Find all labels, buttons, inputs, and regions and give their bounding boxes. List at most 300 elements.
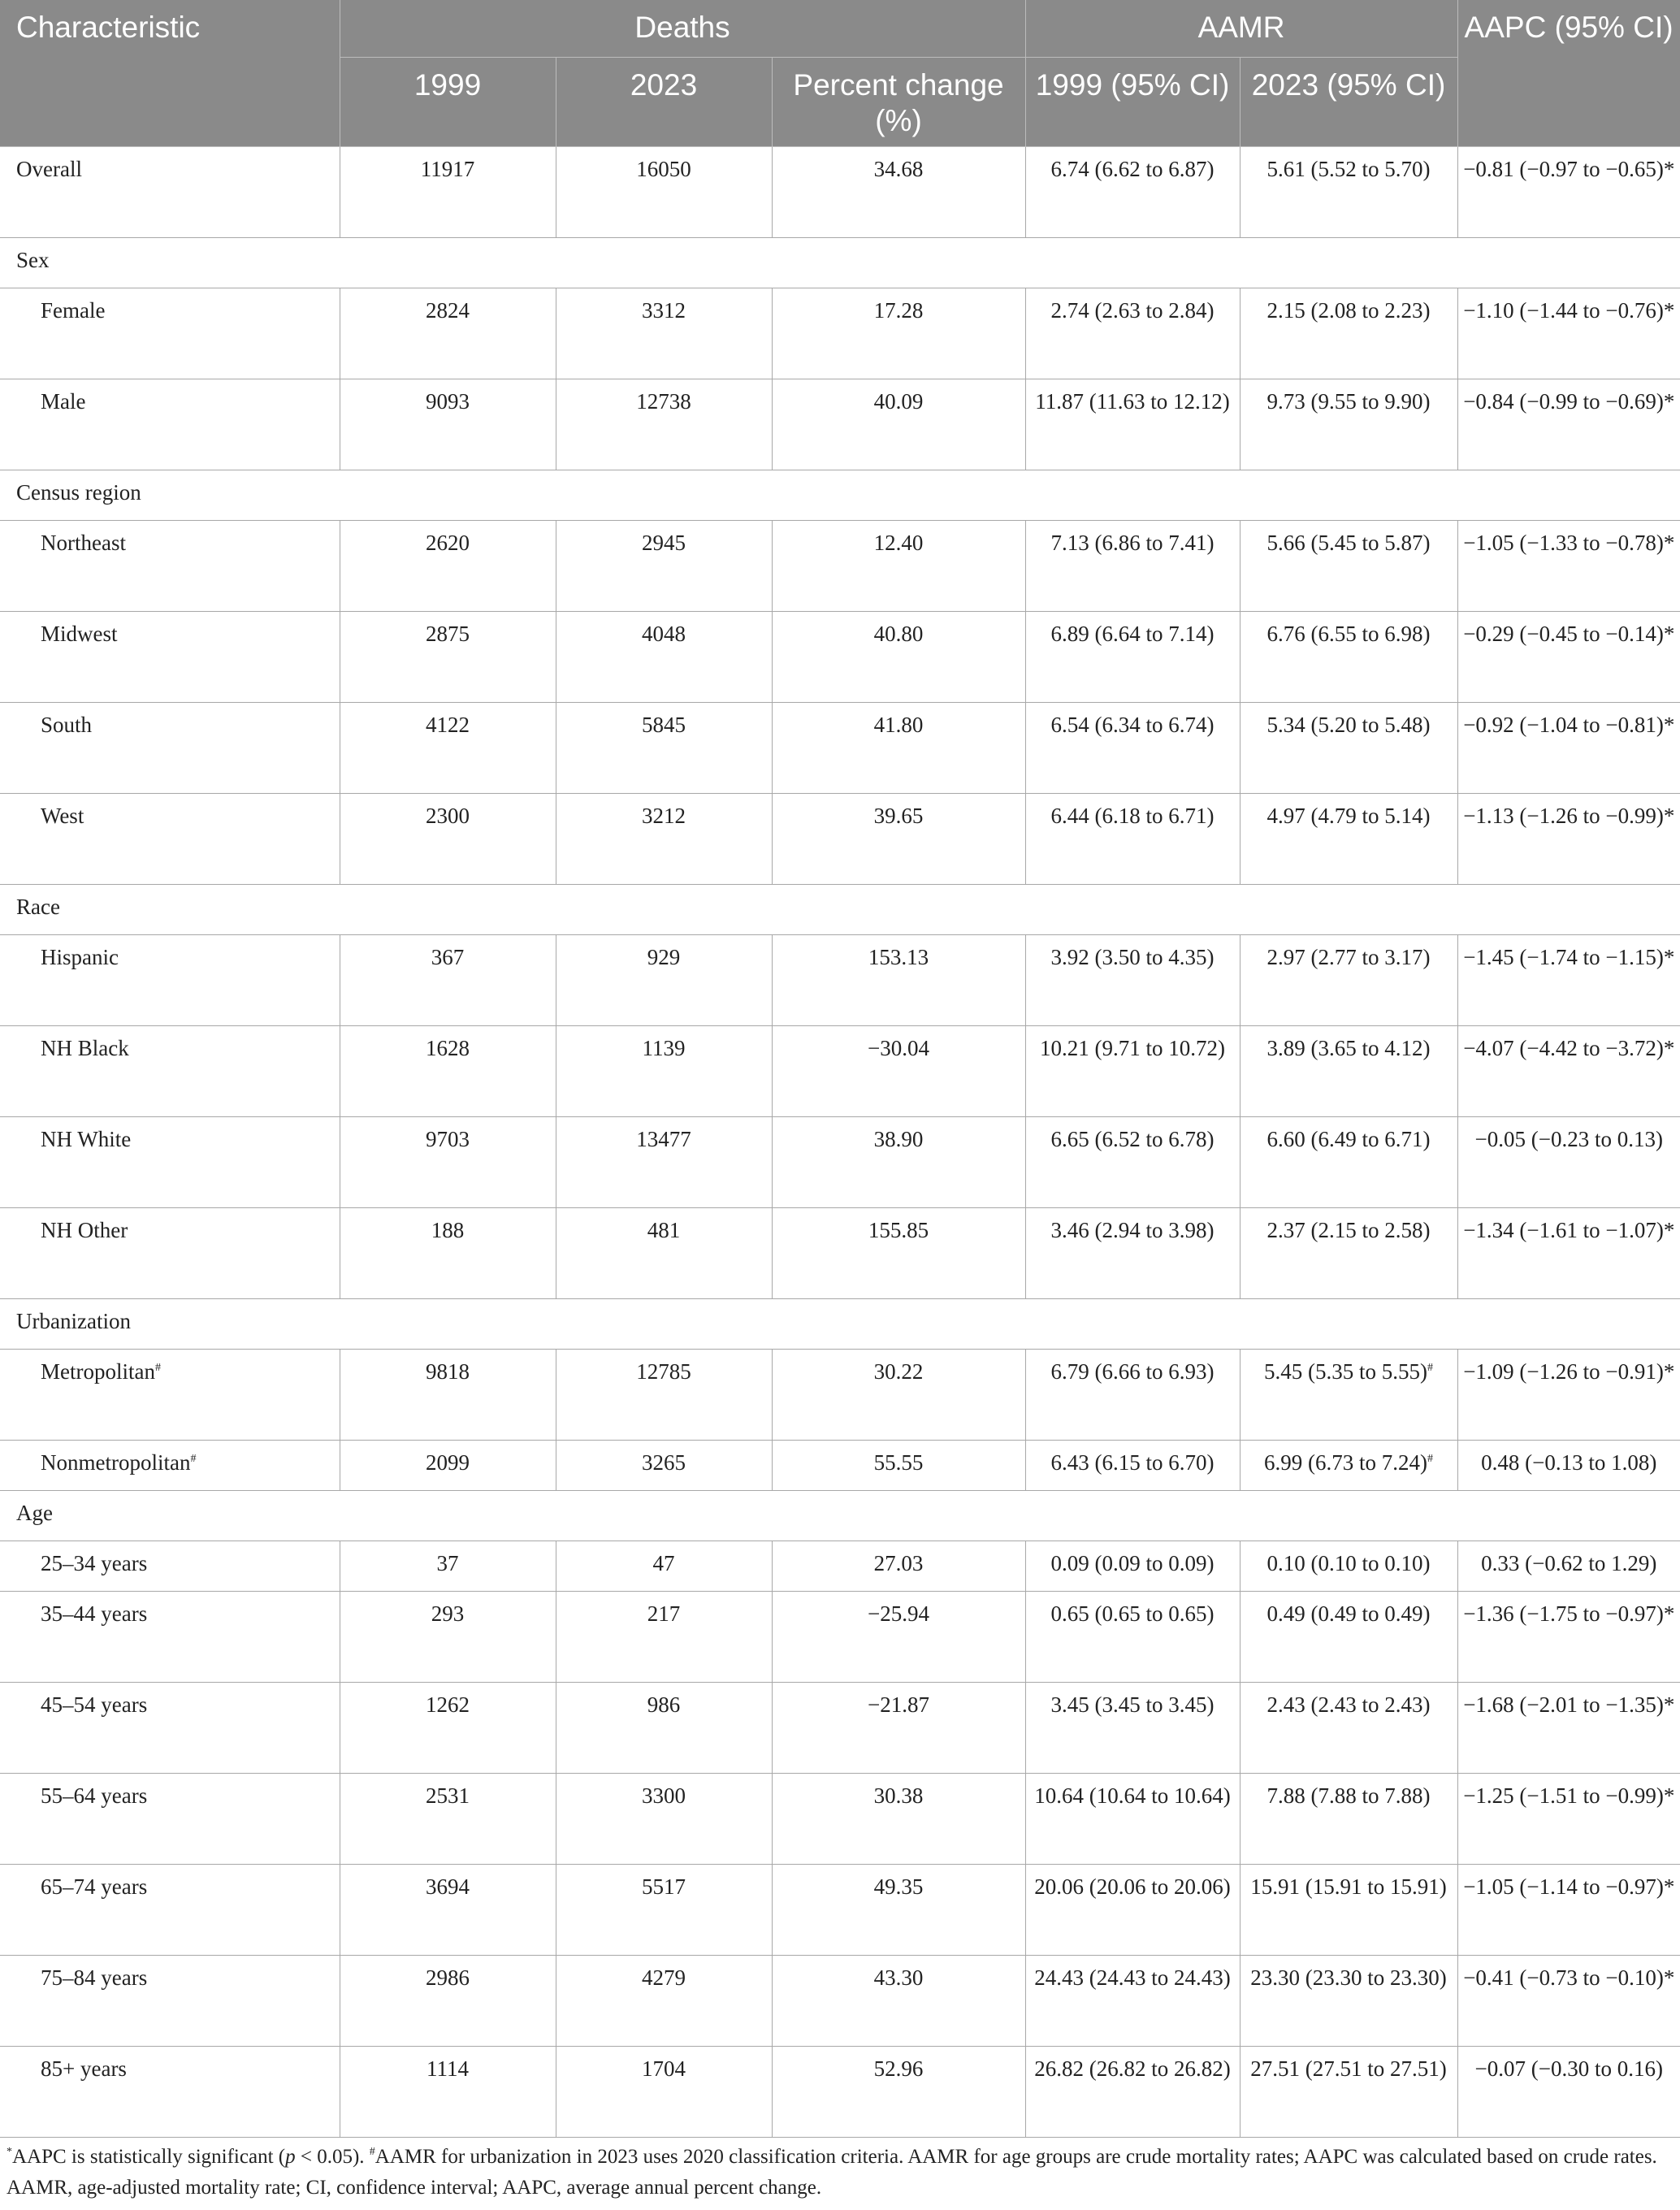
- table-row: [0, 934, 1680, 1025]
- table-row: [0, 146, 1680, 237]
- aamr-1999-cell-text: 3.46 (2.94 to 3.98): [1050, 1217, 1215, 1242]
- aamr-1999-cell-text: 6.43 (6.15 to 6.70): [1050, 1450, 1215, 1475]
- percent-change-cell-text: 41.80: [873, 712, 924, 737]
- aapc-cell-text: 0.33 (−0.62 to 1.29): [1481, 1550, 1657, 1575]
- deaths-1999-cell: [340, 934, 556, 1025]
- aamr-1999-cell: [1025, 611, 1240, 702]
- aamr-1999-cell-text: 20.06 (20.06 to 20.06): [1034, 1874, 1231, 1899]
- deaths-2023-cell-text: 4279: [642, 1965, 686, 1990]
- aamr-2023-cell: [1240, 1773, 1457, 1864]
- aamr-2023-cell-text: 27.51 (27.51 to 27.51): [1250, 2056, 1447, 2081]
- percent-change-cell: [772, 379, 1025, 470]
- aapc-cell-text: −1.05 (−1.33 to −0.78)*: [1463, 530, 1675, 555]
- header-aapc: AAPC (95% CI): [1457, 0, 1680, 146]
- deaths-1999-cell: [340, 1540, 556, 1591]
- aamr-2023-cell: [1240, 146, 1457, 237]
- percent-change-cell-text: 30.38: [873, 1783, 924, 1808]
- deaths-1999-cell-text: 1114: [426, 2056, 469, 2081]
- row-label: [0, 379, 340, 470]
- row-label: [0, 2046, 340, 2137]
- deaths-2023-cell: [556, 288, 772, 379]
- aamr-1999-cell-text: 26.82 (26.82 to 26.82): [1034, 2056, 1231, 2081]
- row-label-text: South: [41, 712, 93, 737]
- aapc-cell: [1457, 793, 1680, 884]
- percent-change-cell-text: 17.28: [873, 297, 924, 323]
- deaths-1999-cell-text: 9093: [426, 388, 470, 414]
- deaths-1999-cell-text: 188: [431, 1217, 465, 1242]
- row-label-text: West: [41, 803, 84, 828]
- aamr-1999-cell: [1025, 1540, 1240, 1591]
- deaths-1999-cell-text: 2620: [426, 530, 470, 555]
- aamr-2023-cell-text: 6.60 (6.49 to 6.71): [1266, 1126, 1431, 1151]
- row-label-footnote-mark: #: [154, 1361, 161, 1374]
- row-label: [0, 702, 340, 793]
- deaths-2023-cell: [556, 1591, 772, 1682]
- category-label: Census region: [0, 470, 1680, 520]
- deaths-2023-cell: [556, 611, 772, 702]
- deaths-2023-cell-text: 986: [647, 1692, 681, 1717]
- aamr-2023-cell-text: 7.88 (7.88 to 7.88): [1266, 1783, 1431, 1808]
- deaths-1999-cell: [340, 702, 556, 793]
- category-row: [0, 237, 1680, 288]
- percent-change-cell: [772, 1773, 1025, 1864]
- table-row: [0, 288, 1680, 379]
- aapc-cell-text: 0.48 (−0.13 to 1.08): [1481, 1450, 1657, 1475]
- deaths-2023-cell-text: 3265: [642, 1450, 686, 1475]
- aamr-1999-cell-text: 6.65 (6.52 to 6.78): [1050, 1126, 1215, 1151]
- aamr-2023-cell-footnote-mark: #: [1427, 1361, 1434, 1374]
- table-row: [0, 1591, 1680, 1682]
- aamr-1999-cell: [1025, 934, 1240, 1025]
- aapc-cell: [1457, 2046, 1680, 2137]
- deaths-1999-cell-text: 11917: [420, 156, 475, 181]
- aapc-cell-text: −1.25 (−1.51 to −0.99)*: [1463, 1783, 1675, 1808]
- aapc-cell: [1457, 520, 1680, 611]
- percent-change-cell-text: −21.87: [868, 1692, 929, 1717]
- row-label: [0, 1440, 340, 1490]
- deaths-1999-cell: [340, 288, 556, 379]
- row-label: [0, 1025, 340, 1116]
- aamr-2023-cell: [1240, 379, 1457, 470]
- deaths-1999-cell-text: 4122: [426, 712, 470, 737]
- row-label-text: 75–84 years: [41, 1965, 148, 1990]
- deaths-1999-cell: [340, 1025, 556, 1116]
- aamr-1999-cell-text: 6.79 (6.66 to 6.93): [1050, 1358, 1215, 1384]
- table-row: [0, 1540, 1680, 1591]
- aamr-1999-cell-text: 2.74 (2.63 to 2.84): [1050, 297, 1215, 323]
- aapc-cell: [1457, 1440, 1680, 1490]
- aapc-cell-text: −1.09 (−1.26 to −0.91)*: [1463, 1358, 1675, 1384]
- aapc-cell-text: −1.34 (−1.61 to −1.07)*: [1463, 1217, 1675, 1242]
- aamr-2023-cell: [1240, 611, 1457, 702]
- row-label: [0, 1116, 340, 1207]
- percent-change-cell: [772, 611, 1025, 702]
- deaths-1999-cell-text: 9818: [426, 1358, 470, 1384]
- aamr-2023-cell-text: 6.76 (6.55 to 6.98): [1266, 621, 1431, 646]
- percent-change-cell-text: 55.55: [873, 1450, 924, 1475]
- percent-change-cell-text: 43.30: [873, 1965, 924, 1990]
- aamr-1999-cell-text: 10.64 (10.64 to 10.64): [1034, 1783, 1231, 1808]
- aapc-cell-text: −1.05 (−1.14 to −0.97)*: [1463, 1874, 1675, 1899]
- aamr-2023-cell: [1240, 1349, 1457, 1440]
- deaths-1999-cell-text: 2986: [426, 1965, 470, 1990]
- aapc-cell: [1457, 1540, 1680, 1591]
- aamr-1999-cell: [1025, 1116, 1240, 1207]
- aapc-cell: [1457, 1207, 1680, 1298]
- deaths-1999-cell-text: 1628: [426, 1035, 470, 1060]
- category-row: [0, 1298, 1680, 1349]
- deaths-2023-cell: [556, 1207, 772, 1298]
- aapc-cell: [1457, 1025, 1680, 1116]
- row-label-text: Male: [41, 388, 86, 414]
- percent-change-cell-text: 38.90: [873, 1126, 924, 1151]
- aamr-2023-cell: [1240, 1440, 1457, 1490]
- aamr-2023-cell-text: 2.97 (2.77 to 3.17): [1266, 944, 1431, 969]
- aapc-cell-text: −1.45 (−1.74 to −1.15)*: [1463, 944, 1675, 969]
- aamr-1999-cell: [1025, 1349, 1240, 1440]
- deaths-1999-cell-text: 3694: [426, 1874, 470, 1899]
- row-label: [0, 520, 340, 611]
- percent-change-cell: [772, 1955, 1025, 2046]
- deaths-2023-cell-text: 481: [647, 1217, 681, 1242]
- header-deaths: Deaths: [340, 0, 1025, 57]
- percent-change-cell: [772, 1540, 1025, 1591]
- aamr-1999-cell: [1025, 1682, 1240, 1773]
- aapc-cell-text: −0.29 (−0.45 to −0.14)*: [1463, 621, 1675, 646]
- aamr-2023-cell-text: 23.30 (23.30 to 23.30): [1250, 1965, 1447, 1990]
- aapc-cell: [1457, 1955, 1680, 2046]
- table-row: [0, 702, 1680, 793]
- percent-change-cell-text: 12.40: [873, 530, 924, 555]
- aamr-2023-cell: [1240, 702, 1457, 793]
- aamr-2023-cell: [1240, 1116, 1457, 1207]
- percent-change-cell: [772, 1025, 1025, 1116]
- percent-change-cell: [772, 1207, 1025, 1298]
- aamr-2023-cell-footnote-mark: #: [1427, 1452, 1434, 1465]
- row-label: [0, 1349, 340, 1440]
- header-percent-change: Percent change (%): [772, 57, 1025, 146]
- table-row: [0, 611, 1680, 702]
- deaths-1999-cell: [340, 1116, 556, 1207]
- header-deaths-1999: 1999: [340, 57, 556, 146]
- aapc-cell: [1457, 379, 1680, 470]
- deaths-1999-cell: [340, 611, 556, 702]
- aamr-2023-cell-text: 0.49 (0.49 to 0.49): [1266, 1601, 1431, 1626]
- deaths-2023-cell-text: 3312: [642, 297, 686, 323]
- row-label-text: NH Other: [41, 1217, 128, 1242]
- aamr-1999-cell-text: 3.45 (3.45 to 3.45): [1050, 1692, 1215, 1717]
- category-label: Race: [0, 884, 1680, 934]
- aapc-cell-text: −4.07 (−4.42 to −3.72)*: [1463, 1035, 1675, 1060]
- row-label-text: Northeast: [41, 530, 126, 555]
- deaths-1999-cell: [340, 520, 556, 611]
- footnote-text-1: AAPC is statistically significant (: [12, 2146, 286, 2168]
- table-row: [0, 1116, 1680, 1207]
- row-label-text: Metropolitan: [41, 1358, 155, 1384]
- deaths-2023-cell-text: 5517: [642, 1874, 686, 1899]
- deaths-1999-cell-text: 2300: [426, 803, 470, 828]
- percent-change-cell: [772, 1116, 1025, 1207]
- percent-change-cell: [772, 520, 1025, 611]
- deaths-2023-cell: [556, 1025, 772, 1116]
- footnote-p: p: [285, 2146, 296, 2168]
- aamr-1999-cell: [1025, 1440, 1240, 1490]
- deaths-1999-cell-text: 2099: [426, 1450, 470, 1475]
- aamr-1999-cell: [1025, 793, 1240, 884]
- aapc-cell-text: −0.07 (−0.30 to 0.16): [1474, 2056, 1663, 2081]
- deaths-1999-cell: [340, 1682, 556, 1773]
- category-label: Urbanization: [0, 1298, 1680, 1349]
- footnote-text-2: < 0.05).: [295, 2146, 370, 2168]
- deaths-2023-cell: [556, 1116, 772, 1207]
- deaths-2023-cell-text: 3212: [642, 803, 686, 828]
- deaths-1999-cell: [340, 1207, 556, 1298]
- deaths-1999-cell-text: 2531: [426, 1783, 470, 1808]
- percent-change-cell-text: 34.68: [873, 156, 924, 181]
- aamr-2023-cell-text: 5.61 (5.52 to 5.70): [1266, 156, 1431, 181]
- aapc-cell: [1457, 1773, 1680, 1864]
- table-row: [0, 520, 1680, 611]
- aapc-cell-text: −0.84 (−0.99 to −0.69)*: [1463, 388, 1675, 414]
- deaths-2023-cell: [556, 1955, 772, 2046]
- aamr-1999-cell: [1025, 146, 1240, 237]
- row-label: [0, 146, 340, 237]
- aamr-1999-cell-text: 6.44 (6.18 to 6.71): [1050, 803, 1215, 828]
- row-label: [0, 793, 340, 884]
- deaths-2023-cell: [556, 1682, 772, 1773]
- percent-change-cell-text: −30.04: [868, 1035, 929, 1060]
- table-row: [0, 379, 1680, 470]
- deaths-2023-cell: [556, 146, 772, 237]
- percent-change-cell: [772, 1349, 1025, 1440]
- aamr-1999-cell: [1025, 2046, 1240, 2137]
- row-label: [0, 1773, 340, 1864]
- aamr-2023-cell: [1240, 1682, 1457, 1773]
- aamr-2023-cell: [1240, 1955, 1457, 2046]
- aamr-2023-cell: [1240, 288, 1457, 379]
- category-label: Sex: [0, 237, 1680, 288]
- table-row: [0, 1207, 1680, 1298]
- deaths-1999-cell: [340, 1440, 556, 1490]
- aamr-1999-cell-text: 0.09 (0.09 to 0.09): [1050, 1550, 1215, 1575]
- aamr-2023-cell-text: 2.15 (2.08 to 2.23): [1266, 297, 1431, 323]
- percent-change-cell-text: 155.85: [868, 1217, 929, 1242]
- row-label-text: 25–34 years: [41, 1550, 148, 1575]
- aamr-2023-cell: [1240, 793, 1457, 884]
- deaths-2023-cell-text: 13477: [636, 1126, 691, 1151]
- aamr-2023-cell-text: 0.10 (0.10 to 0.10): [1266, 1550, 1431, 1575]
- row-label-text: NH White: [41, 1126, 132, 1151]
- deaths-2023-cell-text: 16050: [636, 156, 691, 181]
- aamr-2023-cell: [1240, 520, 1457, 611]
- aapc-cell: [1457, 702, 1680, 793]
- percent-change-cell-text: −25.94: [868, 1601, 929, 1626]
- aamr-1999-cell-text: 0.65 (0.65 to 0.65): [1050, 1601, 1215, 1626]
- aamr-2023-cell-text: 2.43 (2.43 to 2.43): [1266, 1692, 1431, 1717]
- deaths-1999-cell-text: 2875: [426, 621, 470, 646]
- deaths-1999-cell: [340, 1864, 556, 1955]
- percent-change-cell: [772, 146, 1025, 237]
- aapc-cell-text: −0.41 (−0.73 to −0.10)*: [1463, 1965, 1675, 1990]
- deaths-2023-cell: [556, 1540, 772, 1591]
- deaths-2023-cell: [556, 379, 772, 470]
- deaths-2023-cell: [556, 1349, 772, 1440]
- aamr-1999-cell: [1025, 379, 1240, 470]
- table-row: [0, 793, 1680, 884]
- percent-change-cell-text: 40.80: [873, 621, 924, 646]
- aamr-2023-cell: [1240, 934, 1457, 1025]
- aapc-cell: [1457, 146, 1680, 237]
- row-label: [0, 1955, 340, 2046]
- deaths-1999-cell: [340, 146, 556, 237]
- aamr-1999-cell-text: 6.89 (6.64 to 7.14): [1050, 621, 1215, 646]
- aamr-2023-cell: [1240, 1025, 1457, 1116]
- aamr-2023-cell-text: 2.37 (2.15 to 2.58): [1266, 1217, 1431, 1242]
- percent-change-cell-text: 39.65: [873, 803, 924, 828]
- row-label: [0, 288, 340, 379]
- aapc-cell-text: −1.68 (−2.01 to −1.35)*: [1463, 1692, 1675, 1717]
- percent-change-cell: [772, 1682, 1025, 1773]
- aamr-1999-cell-text: 7.13 (6.86 to 7.41): [1050, 530, 1215, 555]
- aamr-1999-cell: [1025, 288, 1240, 379]
- table-header: [0, 0, 1680, 146]
- deaths-2023-cell-text: 1704: [642, 2056, 686, 2081]
- percent-change-cell: [772, 2046, 1025, 2137]
- table-row: [0, 1349, 1680, 1440]
- deaths-2023-cell-text: 12785: [636, 1358, 691, 1384]
- row-label: [0, 1591, 340, 1682]
- aapc-cell-text: −0.81 (−0.97 to −0.65)*: [1463, 156, 1675, 181]
- aamr-1999-cell: [1025, 1773, 1240, 1864]
- deaths-2023-cell: [556, 2046, 772, 2137]
- percent-change-cell: [772, 934, 1025, 1025]
- deaths-1999-cell-text: 1262: [426, 1692, 470, 1717]
- percent-change-cell-text: 52.96: [873, 2056, 924, 2081]
- aamr-1999-cell: [1025, 1955, 1240, 2046]
- aapc-cell-text: −1.36 (−1.75 to −0.97)*: [1463, 1601, 1675, 1626]
- aamr-1999-cell-text: 6.54 (6.34 to 6.74): [1050, 712, 1215, 737]
- row-label-text: Female: [41, 297, 106, 323]
- deaths-2023-cell-text: 12738: [636, 388, 691, 414]
- aamr-1999-cell-text: 10.21 (9.71 to 10.72): [1040, 1035, 1226, 1060]
- aamr-2023-cell: [1240, 1540, 1457, 1591]
- table-row: [0, 1025, 1680, 1116]
- deaths-2023-cell-text: 4048: [642, 621, 686, 646]
- row-label: [0, 611, 340, 702]
- footnote-hash: #: [369, 2146, 375, 2158]
- deaths-1999-cell-text: 2824: [426, 297, 470, 323]
- deaths-2023-cell-text: 217: [647, 1601, 681, 1626]
- aapc-cell: [1457, 1682, 1680, 1773]
- row-label-text: 45–54 years: [41, 1692, 148, 1717]
- row-label-text: Hispanic: [41, 944, 119, 969]
- header-aamr-2023: 2023 (95% CI): [1240, 57, 1457, 146]
- aapc-cell-text: −1.10 (−1.44 to −0.76)*: [1463, 297, 1675, 323]
- deaths-1999-cell: [340, 1349, 556, 1440]
- deaths-2023-cell-text: 3300: [642, 1783, 686, 1808]
- percent-change-cell: [772, 1591, 1025, 1682]
- table-row: [0, 2046, 1680, 2137]
- aamr-1999-cell: [1025, 1025, 1240, 1116]
- header-characteristic: Characteristic: [0, 0, 340, 146]
- row-label: [0, 1540, 340, 1591]
- deaths-2023-cell: [556, 520, 772, 611]
- aamr-2023-cell-text: 9.73 (9.55 to 9.90): [1266, 388, 1431, 414]
- aamr-1999-cell-text: 24.43 (24.43 to 24.43): [1034, 1965, 1231, 1990]
- aapc-cell: [1457, 1349, 1680, 1440]
- row-label-text: 65–74 years: [41, 1874, 148, 1899]
- deaths-2023-cell: [556, 793, 772, 884]
- category-row: [0, 884, 1680, 934]
- row-label: [0, 1682, 340, 1773]
- deaths-2023-cell-text: 47: [652, 1550, 675, 1575]
- aamr-2023-cell-text: 3.89 (3.65 to 4.12): [1266, 1035, 1431, 1060]
- deaths-1999-cell-text: 9703: [426, 1126, 470, 1151]
- aapc-cell: [1457, 288, 1680, 379]
- aamr-2023-cell: [1240, 1864, 1457, 1955]
- deaths-2023-cell: [556, 934, 772, 1025]
- deaths-1999-cell-text: 293: [431, 1601, 465, 1626]
- aamr-1999-cell-text: 11.87 (11.63 to 12.12): [1035, 388, 1230, 414]
- percent-change-cell: [772, 793, 1025, 884]
- header-deaths-2023: 2023: [556, 57, 772, 146]
- aamr-1999-cell: [1025, 702, 1240, 793]
- deaths-1999-cell: [340, 2046, 556, 2137]
- deaths-1999-cell: [340, 793, 556, 884]
- row-label-footnote-mark: #: [190, 1452, 197, 1465]
- aamr-1999-cell-text: 6.74 (6.62 to 6.87): [1050, 156, 1215, 181]
- row-label-text: Midwest: [41, 621, 118, 646]
- row-label-text: NH Black: [41, 1035, 129, 1060]
- percent-change-cell-text: 40.09: [873, 388, 924, 414]
- aapc-cell: [1457, 1864, 1680, 1955]
- deaths-2023-cell-text: 929: [647, 944, 681, 969]
- aamr-2023-cell-text: 15.91 (15.91 to 15.91): [1250, 1874, 1447, 1899]
- aamr-2023-cell-text: 5.66 (5.45 to 5.87): [1266, 530, 1431, 555]
- footnote-text-3: AAMR for urbanization in 2023 uses 2020 classification criteria. AAMR for age groups are crude mortality rates; AAPC was calculated based on crude rates. AAMR, age-adjusted mortality rate; CI, confidence interval; AAPC, average annual percent change.: [6, 2146, 1657, 2199]
- percent-change-cell: [772, 1864, 1025, 1955]
- category-row: [0, 470, 1680, 520]
- category-label: Age: [0, 1490, 1680, 1540]
- aamr-2023-cell-text: 6.99 (6.73 to 7.24): [1264, 1450, 1428, 1475]
- table-row: [0, 1864, 1680, 1955]
- percent-change-cell-text: 30.22: [873, 1358, 924, 1384]
- percent-change-cell: [772, 702, 1025, 793]
- aapc-cell: [1457, 1591, 1680, 1682]
- row-label: [0, 1864, 340, 1955]
- percent-change-cell: [772, 288, 1025, 379]
- deaths-1999-cell: [340, 1955, 556, 2046]
- row-label-text: 55–64 years: [41, 1783, 148, 1808]
- row-label: [0, 1207, 340, 1298]
- aamr-2023-cell-text: 4.97 (4.79 to 5.14): [1266, 803, 1431, 828]
- row-label-text: 35–44 years: [41, 1601, 148, 1626]
- row-label-text: Overall: [16, 156, 82, 181]
- table-row: [0, 1955, 1680, 2046]
- aapc-cell: [1457, 934, 1680, 1025]
- deaths-1999-cell-text: 367: [431, 944, 465, 969]
- deaths-2023-cell-text: 5845: [642, 712, 686, 737]
- deaths-2023-cell: [556, 1773, 772, 1864]
- aamr-1999-cell-text: 3.92 (3.50 to 4.35): [1050, 944, 1215, 969]
- row-label-text: Nonmetropolitan: [41, 1450, 191, 1475]
- aamr-2023-cell: [1240, 1591, 1457, 1682]
- percent-change-cell-text: 27.03: [873, 1550, 924, 1575]
- aapc-cell: [1457, 1116, 1680, 1207]
- footnote-asterisk: *: [6, 2146, 12, 2158]
- table-row: [0, 1440, 1680, 1490]
- table-footnote: [6, 2142, 1672, 2204]
